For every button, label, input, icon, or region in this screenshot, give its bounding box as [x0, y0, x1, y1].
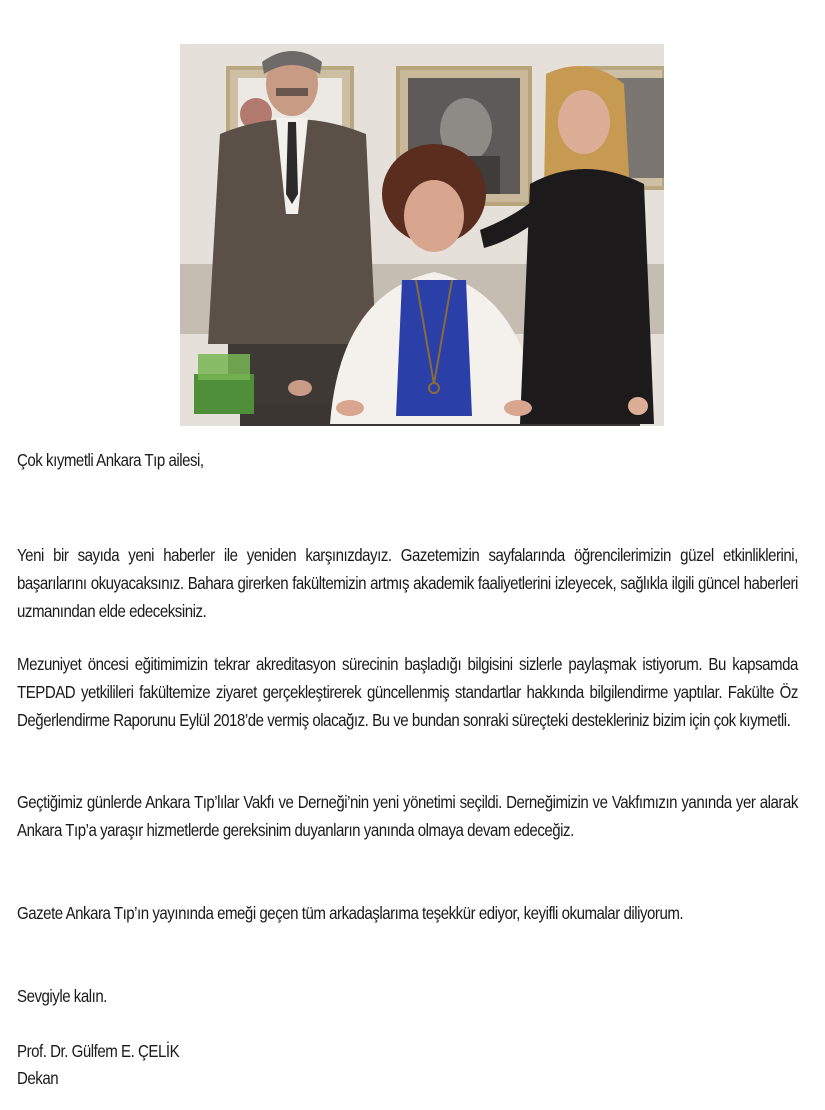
group-photo-illustration — [180, 44, 664, 426]
signature-name: Prof. Dr. Gülfem E. ÇELİK — [17, 1041, 180, 1061]
signature-title: Dekan — [17, 1068, 59, 1088]
letter-greeting: Çok kıymetli Ankara Tıp ailesi, — [17, 450, 204, 470]
letter-closing: Sevgiyle kalın. — [17, 986, 107, 1006]
letter-paragraph-2: Mezuniyet öncesi eğitimimizin tekrar akreditasyon sürecinin başladığı bilgisini sizlerle paylaşmak istiyorum. Bu kapsamda TEPDAD yetkilileri fakültemize ziyaret gerçekleştirerek güncellenmiş standartlar hakkında bilgilendirme yaptılar. Fakülte Öz Değerlendirme Raporunu Eylül 2018’de vermiş olacağız. Bu ve bundan sonraki süreçteki destekleriniz bizim için çok kıymetli. — [17, 654, 798, 730]
letter-paragraph-3: Geçtiğimiz günlerde Ankara Tıp’lılar Vakfı ve Derneği’nin yeni yönetimi seçildi. Derneğimizin ve Vakfımızın yanında yer alarak Ankara Tıp’a yaraşır hizmetlerde gereksinim duyanların yanında olmaya devam edeceğiz. — [17, 792, 798, 840]
group-photo — [180, 44, 664, 426]
letter-paragraph-4: Gazete Ankara Tıp’ın yayınında emeği geçen tüm arkadaşlarıma teşekkür ediyor, keyifli okumalar diliyorum. — [17, 903, 684, 923]
letter-paragraph-1: Yeni bir sayıda yeni haberler ile yeniden karşınızdayız. Gazetemizin sayfalarında öğrencilerimizin güzel etkinliklerini, başarılarını okuyacaksınız. Bahara girerken fakültemizin artmış akademik faaliyetlerini izleyecek, sağlıkla ilgili güncel haberleri uzmanından elde edeceksiniz. — [17, 545, 798, 621]
